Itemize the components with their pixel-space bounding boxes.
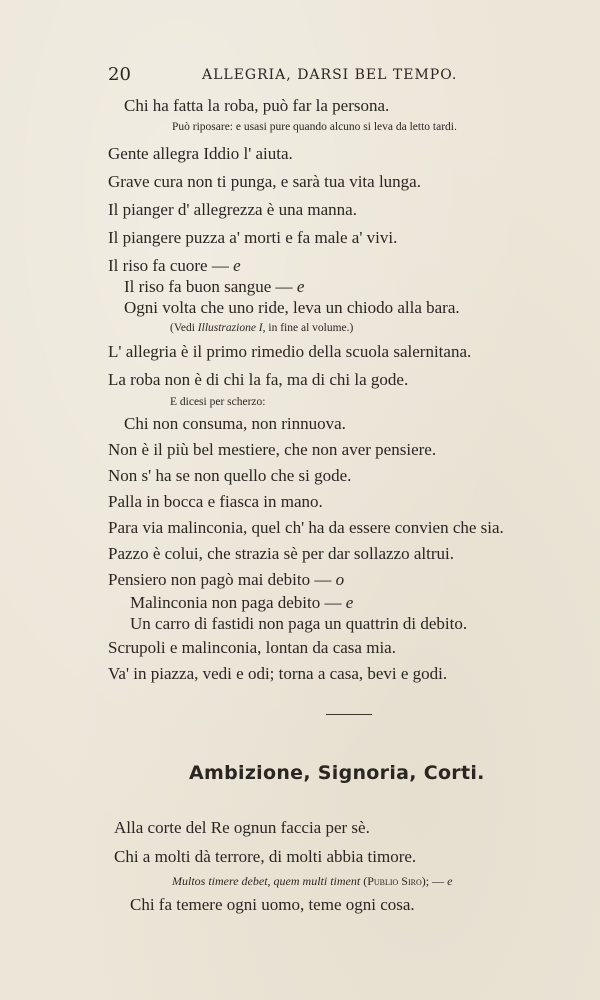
running-title: ALLEGRIA, DARSI BEL TEMPO. — [202, 67, 458, 83]
proverb-line: Un carro di fastidi non paga un quattrin di debito. — [130, 614, 468, 633]
page-header — [108, 64, 560, 88]
proverb-line: Ogni volta che uno ride, leva un chiodo alla bara. — [124, 298, 460, 317]
proverb-line: Chi ha fatta la roba, può far la persona. — [124, 96, 390, 115]
proverb-text: Pensiero non pagò mai debito — — [108, 570, 336, 589]
proverb-line: Non s' ha se non quello che si gode. — [108, 466, 352, 485]
section-heading: Ambizione, Signoria, Corti. — [189, 762, 485, 784]
proverb-text: Il riso fa buon sangue — — [124, 277, 297, 296]
proverb-line: Pazzo è colui, che strazia sè per dar sollazzo altrui. — [108, 544, 454, 563]
note-line: E dicesi per scherzo: — [170, 396, 266, 408]
note-italic: Illustrazione I — [197, 322, 263, 334]
proverb-line: Scrupoli e malinconia, lontan da casa mia. — [108, 638, 396, 657]
section-divider — [326, 714, 372, 715]
proverb-line: Para via malinconia, quel ch' ha da essere convien che sia. — [108, 518, 504, 537]
note-line — [172, 874, 452, 889]
conjunction: e — [233, 256, 241, 275]
proverb-line: L' allegria è il primo rimedio della scuola salernitana. — [108, 342, 472, 361]
conjunction: e — [296, 277, 305, 296]
page-number: 20 — [108, 64, 131, 85]
proverb-line — [124, 277, 304, 297]
conjunction: e — [447, 874, 453, 888]
note-text: (Vedi — [170, 322, 198, 334]
note-text: ( — [360, 874, 368, 888]
proverb-line: Chi non consuma, non rinnuova. — [124, 414, 346, 433]
proverb-line: Va' in piazza, vedi e odi; torna a casa, bevi e godi. — [108, 664, 448, 683]
conjunction: o — [335, 570, 345, 589]
proverb-line: Palla in bocca e fiasca in mano. — [108, 492, 323, 511]
note-line: Può riposare: e usasi pure quando alcuno si leva da letto tardi. — [172, 121, 457, 133]
proverb-line — [130, 593, 353, 613]
proverb-line: Chi a molti dà terrore, di molti abbia timore. — [114, 847, 417, 866]
note-text: ); — — [421, 874, 448, 888]
proverb-text: Malinconia non paga debito — — [130, 593, 346, 612]
note-text: , in fine al volume.) — [262, 322, 354, 334]
proverb-line — [108, 570, 344, 590]
conjunction: e — [345, 593, 354, 612]
latin-quote: Multos timere debet, quem multi timent — [172, 874, 361, 888]
proverb-text: Il riso fa cuore — — [108, 256, 234, 275]
proverb-line: Il pianger d' allegrezza è una manna. — [108, 200, 357, 219]
proverb-line: Chi fa temere ogni uomo, teme ogni cosa. — [130, 895, 415, 914]
proverb-line: Gente allegra Iddio l' aiuta. — [108, 144, 293, 163]
proverb-line: La roba non è di chi la fa, ma di chi la gode. — [108, 370, 409, 389]
note-line — [170, 322, 353, 334]
proverb-line: Il piangere puzza a' morti e fa male a' vivi. — [108, 228, 398, 247]
author-name: Publio Siro — [367, 874, 422, 888]
proverb-line — [108, 256, 241, 276]
proverb-line: Alla corte del Re ognun faccia per sè. — [114, 818, 370, 837]
proverb-line: Non è il più bel mestiere, che non aver pensiere. — [108, 440, 437, 459]
proverb-line: Grave cura non ti punga, e sarà tua vita lunga. — [108, 172, 421, 191]
